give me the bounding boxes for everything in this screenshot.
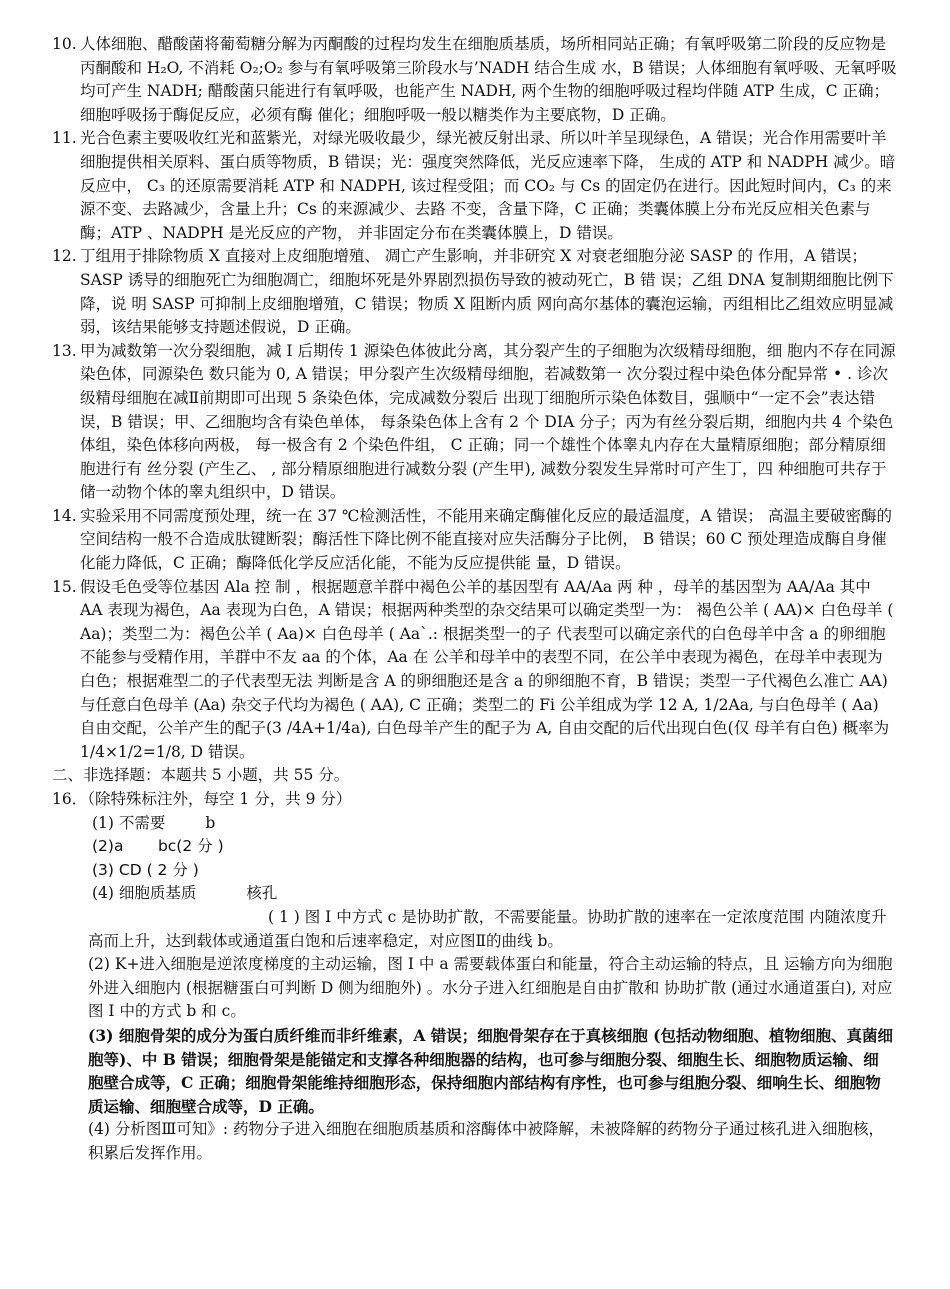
answer-text: 人体细胞、醋酸菌将葡萄糖分解为丙酮酸的过程均发生在细胞质基质，场所相同站正确；有氧呼吸第二阶段的反应物是丙酮酸和 H₂O, 不消耗 O₂;O₂ 参与有氧呼吸第三阶段水与’NADH 结合生成 水，B 错误；人体细胞有氧呼吸、无氧呼吸均可产生 NADH; 醋酸菌只能进行有氧呼吸，也能产生 NADH, 两个生物的细胞呼吸过程均伴随 ATP 生成，C 正确；细胞呼吸扬于酶促反应，必须有酶 催化；细胞呼吸一般以糖类作为主要底物，D 正确。: [80, 35, 897, 124]
question-11: [0, 127, 950, 245]
explanation-3: (3) 细胞骨架的成分为蛋白质纤维而非纤维素，A 错误；细胞骨架存在于真核细胞 (包括动物细胞、植物细胞、真菌细胞等)、中 B 错误；细胞骨架是能锚定和支撑各种细胞器的结构，也可参与细胞分裂、细胞生长、细胞物质运输、细胞壁合成等，C 正确；细胞骨架能维持细胞形态，保持细胞内部结构有序性，也可参与组胞分裂、细响生长、细胞物质运输、细胞壁合成等，D 正确。: [88, 1025, 894, 1116]
explanation-1: ( 1 ) 图 I 中方式 c 是协助扩散，不需要能量。协助扩散的速率在一定浓度范围 内随浓度升高而上升，达到载体或通道蛋白饱和后速率稳定，对应图Ⅱ的曲线 b。: [88, 907, 887, 950]
answer-text: 丁组用于排除物质 X 直接对上皮细胞增殖、 凋亡产生影响，并非研究 X 对衰老细胞分泌 SASP 的 作用，A 错误； SASP 诱导的细胞死亡为细胞凋亡，细胞坏死是外界剧烈损伤导致的被动死亡，B 错 误；乙组 DNA 复制期细胞比例下降，说 明 SASP 可抑制上皮细胞增殖，C 错误；物质 X 阻断内质 网向高尔基体的囊泡运输，丙组相比乙组效应明显减弱，该结果能够支持题述假说，D 正确。: [80, 247, 894, 337]
answer-1-value: b: [205, 813, 216, 832]
answer-text: 光合色素主要吸收红光和蓝紫光，对绿光吸收最少，绿光被反射出录、所以叶羊呈现绿色，A 错误；光合作用需要叶羊细胞提供相关原料、蛋白质等物质，B 错误；光：强度突然降低，光反应速率下降， 生成的 ATP 和 NADPH 减少。暗反应中， C₃ 的还原需要消耗 ATP 和 NADPH, 该过程受阻；而 CO₂ 与 Cs 的固定仍在进行。因此短时间内，C₃ 的来源不变、去路减少，含量上升；Cs 的来源减少、去路 不变，含量下降，C 正确；类囊体膜上分布光反应相关色素与酶；ATP 、NADPH 是光反应的产物， 并非固定分布在类囊体膜上，D 错误。: [80, 129, 896, 242]
answer-text: 实验采用不同需度预处理，统一在 37 ℃检测活性，不能用来确定酶催化反应的最适温度，A 错误； 高温主要破密酶的空间结构一般不合造成肽键断裂；酶活性下降比例不能直接对应失活酶分子比例， B 错误；60 C 预处理造成酶自身催化能力降低，C 正确；酶降低化学反应活化能，不能为反应提供能 量，D 错误。: [80, 506, 892, 573]
question-number: 13.: [52, 341, 77, 360]
answer-2: (2)a bc(2 分 ): [92, 837, 224, 856]
answer-text: 假设毛色受等位基因 Ala 控 制 ，根据题意羊群中褐色公羊的基因型有 AA/Aa 两 种 ，母羊的基因型为 AA/Aa 其中 AA 表现为褐色，Aa 表现为白色，A 错误；根据两种类型的杂交结果可以确定类型一为： 褐色公羊 ( AA)× 白色母羊 ( Aa)；类型二为：褐色公羊 ( Aa)× 白色母羊 ( Aa`.: 根据类型一的子 代表型可以确定亲代的白色母羊中含 a 的卵细胞不能参与受精作用，羊群中不友 aa 的个体，Aa 在 公羊和母羊中的表型不同，在公羊中表现为褐色，在母羊中表现为白色；根据难型二的子代表型无法 判断是含 A 的卵细胞还是含 a 的卵细胞不育，B 错误；类型一子代褐色么准亡 AA) 与任意白色母羊 (Aa) 杂交子代均为褐色 ( AA), C 正确；类型二的 Fi 公羊组成为学 12 A, 1/2Aa, 与白色母羊 ( Aa) 自由交配，公羊产生的配子(3 /4A+1/4a), 白色母羊产生的配子为 A, 自由交配的后代出现白色(仅 母羊有白色) 概率为 1/4×1/2=1/8, D 错误。: [80, 577, 894, 761]
question-number: 12.: [52, 247, 77, 266]
answer-1-label: (1) 不需要: [92, 813, 166, 832]
question-number: 11.: [52, 129, 77, 148]
question-15: [0, 576, 950, 765]
answer-3: (3) CD ( 2 分 ): [92, 860, 199, 879]
section-heading: 二、非选择题：本题共 5 小题，共 55 分。: [52, 766, 350, 785]
answer-4-label: (4) 细胞质基质: [92, 884, 197, 903]
answer-4-value: 核孔: [246, 884, 278, 903]
answer-4: [0, 882, 950, 906]
question-number: 14.: [52, 506, 77, 525]
answer-text: 甲为减数第一次分裂细胞，减 I 后期传 1 源染色体彼此分离，其分裂产生的子细胞为次级精母细胞，细 胞内不存在同源染色体，同源染色 数只能为 0, A 错误；甲分裂产生次级精母细胞，若减数第一 次分裂过程中染色体分配异常 • . 诊次级精母细胞在减Ⅱ前期即可出现 5 条染色体，完成减数分裂后 出现丁细胞所示染色体数目，强顺中“一定不会”表达错误，B 错误；甲、乙细胞均含有染色单体， 每条染色体上含有 2 个 DIA 分子；丙为有丝分裂后期，细胞内共 4 个染色体组，染色体移向两极， 每一极含有 2 个染色件组， C 正确；同一个雄性个体睾丸内存在大量精原细胞；部分精原细胞进行有 丝分裂 (产生乙、 , 部分精原细胞进行减数分裂 (产生甲), 减数分裂发生异常时可产生丁，四 种细胞可共存于储一动物个体的睾丸组织中，D 错误。: [80, 341, 896, 502]
answer-1: [0, 812, 950, 836]
question-16-header: 16．（除特殊标注外，每空 1 分，共 9 分）: [52, 790, 352, 808]
question-14: [0, 505, 950, 576]
question-13: [0, 340, 950, 505]
explanation-2: (2) K+进入细胞是逆浓度梯度的主动运输，图 I 中 a 需要载体蛋白和能量，符合主动运输的特点，且 运输方向为细胞外进入细胞内 (根据糖蛋白可判断 D 侧为细胞外) 。水分子进入红细胞是自由扩散和 协助扩散 (通过水通道蛋白), 对应图 I 中的方式 b 和 c。: [88, 955, 893, 1021]
explanation-4: (4) 分析图Ⅲ可知》: 药物分子进入细胞在细胞质基质和溶酶体中被降解，未被降解的药物分子通过核孔进入细胞核，积累后发挥作用。: [88, 1120, 884, 1162]
question-12: [0, 245, 950, 339]
question-number: 15.: [52, 577, 77, 596]
question-number: 10.: [52, 35, 77, 53]
question-10: [0, 33, 950, 127]
